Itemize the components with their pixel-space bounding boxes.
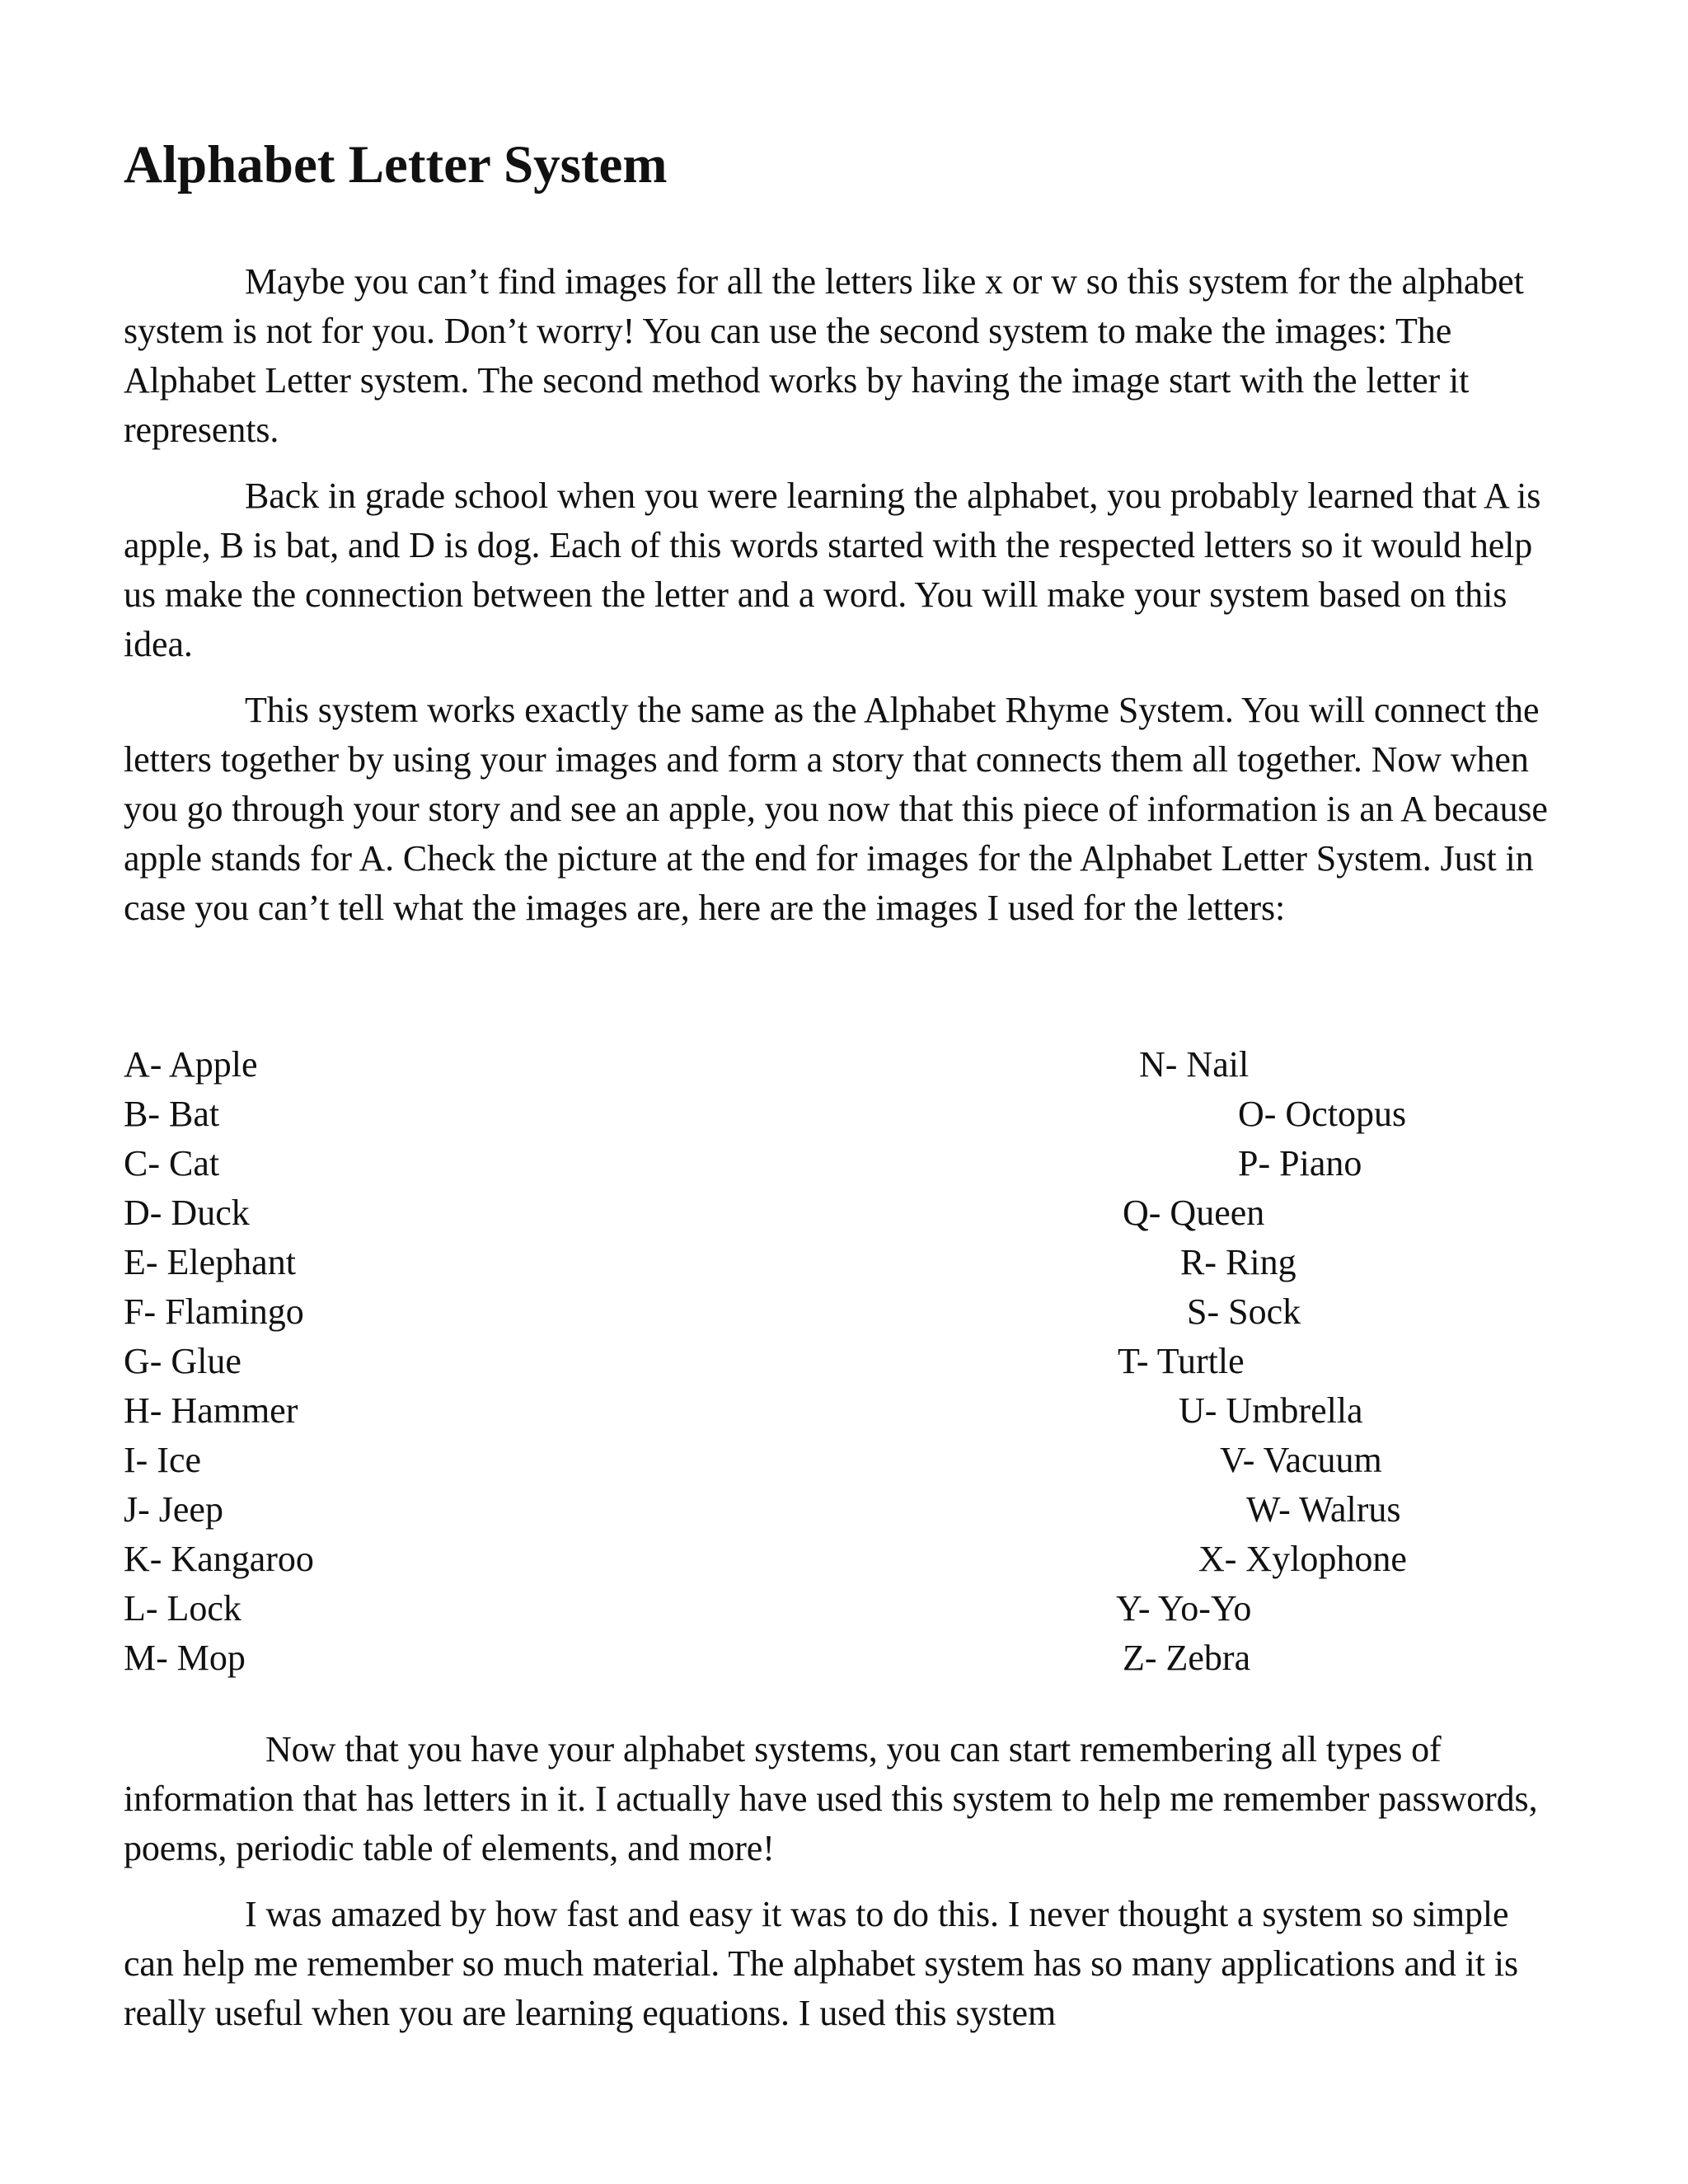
page-title: Alphabet Letter System xyxy=(124,135,668,194)
list-item: J- Jeep xyxy=(124,1489,223,1530)
list-item: M- Mop xyxy=(124,1638,246,1678)
list-item: H- Hammer xyxy=(124,1390,298,1431)
list-item: A- Apple xyxy=(124,1044,258,1085)
list-item: Y- Yo-Yo xyxy=(1116,1588,1252,1629)
list-item: E- Elephant xyxy=(124,1242,296,1282)
list-item: R- Ring xyxy=(1180,1242,1296,1282)
list-item: I- Ice xyxy=(124,1440,202,1480)
paragraph-system-works: This system works exactly the same as the Alphabet Rhyme System. You will connect the letters together by using your images and form a story that connects them all together. Now when you go through your story and see an apple, you now that this piece of information is an A because apple stands for A. Check the picture at the end for images for the Alphabet Letter System. Just in case you can’t tell what the images are, here are the images I used for the letters: xyxy=(124,690,1548,928)
list-item: P- Piano xyxy=(1238,1143,1362,1183)
list-item: O- Octopus xyxy=(1238,1094,1407,1134)
paragraph-grade-school: Back in grade school when you were learning the alphabet, you probably learned that A is apple, B is bat, and D is dog. Each of this words started with the respected letters so it would help us make the connection between the letter and a word. You will make your system based on this idea. xyxy=(124,476,1541,664)
list-item: G- Glue xyxy=(124,1341,241,1381)
list-item: S- Sock xyxy=(1187,1291,1301,1332)
paragraph-intro: Maybe you can’t find images for all the letters like x or w so this system for the alphabet system is not for you. Don’t worry! You can use the second system to make the images: The Alphabet Letter system. The second method works by having the image start with the letter it represents. xyxy=(124,261,1524,450)
list-item: K- Kangaroo xyxy=(124,1539,314,1579)
paragraph-now-that: Now that you have your alphabet systems, you can start remembering all types of information that has letters in it. I actually have used this system to help me remember passwords, poems, periodic table of elements, and more! xyxy=(124,1729,1538,1868)
paragraph-amazed: I was amazed by how fast and easy it was to do this. I never thought a system so simple can help me remember so much material. The alphabet system has so many applications and it is really useful when you are learning equations. I used this system xyxy=(124,1894,1518,2033)
list-item: F- Flamingo xyxy=(124,1291,304,1332)
list-item: L- Lock xyxy=(124,1588,241,1629)
letter-list-right xyxy=(0,1040,1688,1683)
list-item: B- Bat xyxy=(124,1094,220,1134)
list-item: T- Turtle xyxy=(1118,1341,1245,1381)
list-item: Q- Queen xyxy=(1123,1193,1265,1233)
list-item: W- Walrus xyxy=(1246,1489,1401,1530)
list-item: Z- Zebra xyxy=(1123,1638,1251,1678)
list-item: V- Vacuum xyxy=(1220,1440,1382,1480)
list-item: C- Cat xyxy=(124,1143,220,1183)
list-item: D- Duck xyxy=(124,1193,250,1233)
list-item: N- Nail xyxy=(1139,1044,1250,1085)
list-item: U- Umbrella xyxy=(1179,1390,1363,1431)
list-item: X- Xylophone xyxy=(1198,1539,1407,1579)
